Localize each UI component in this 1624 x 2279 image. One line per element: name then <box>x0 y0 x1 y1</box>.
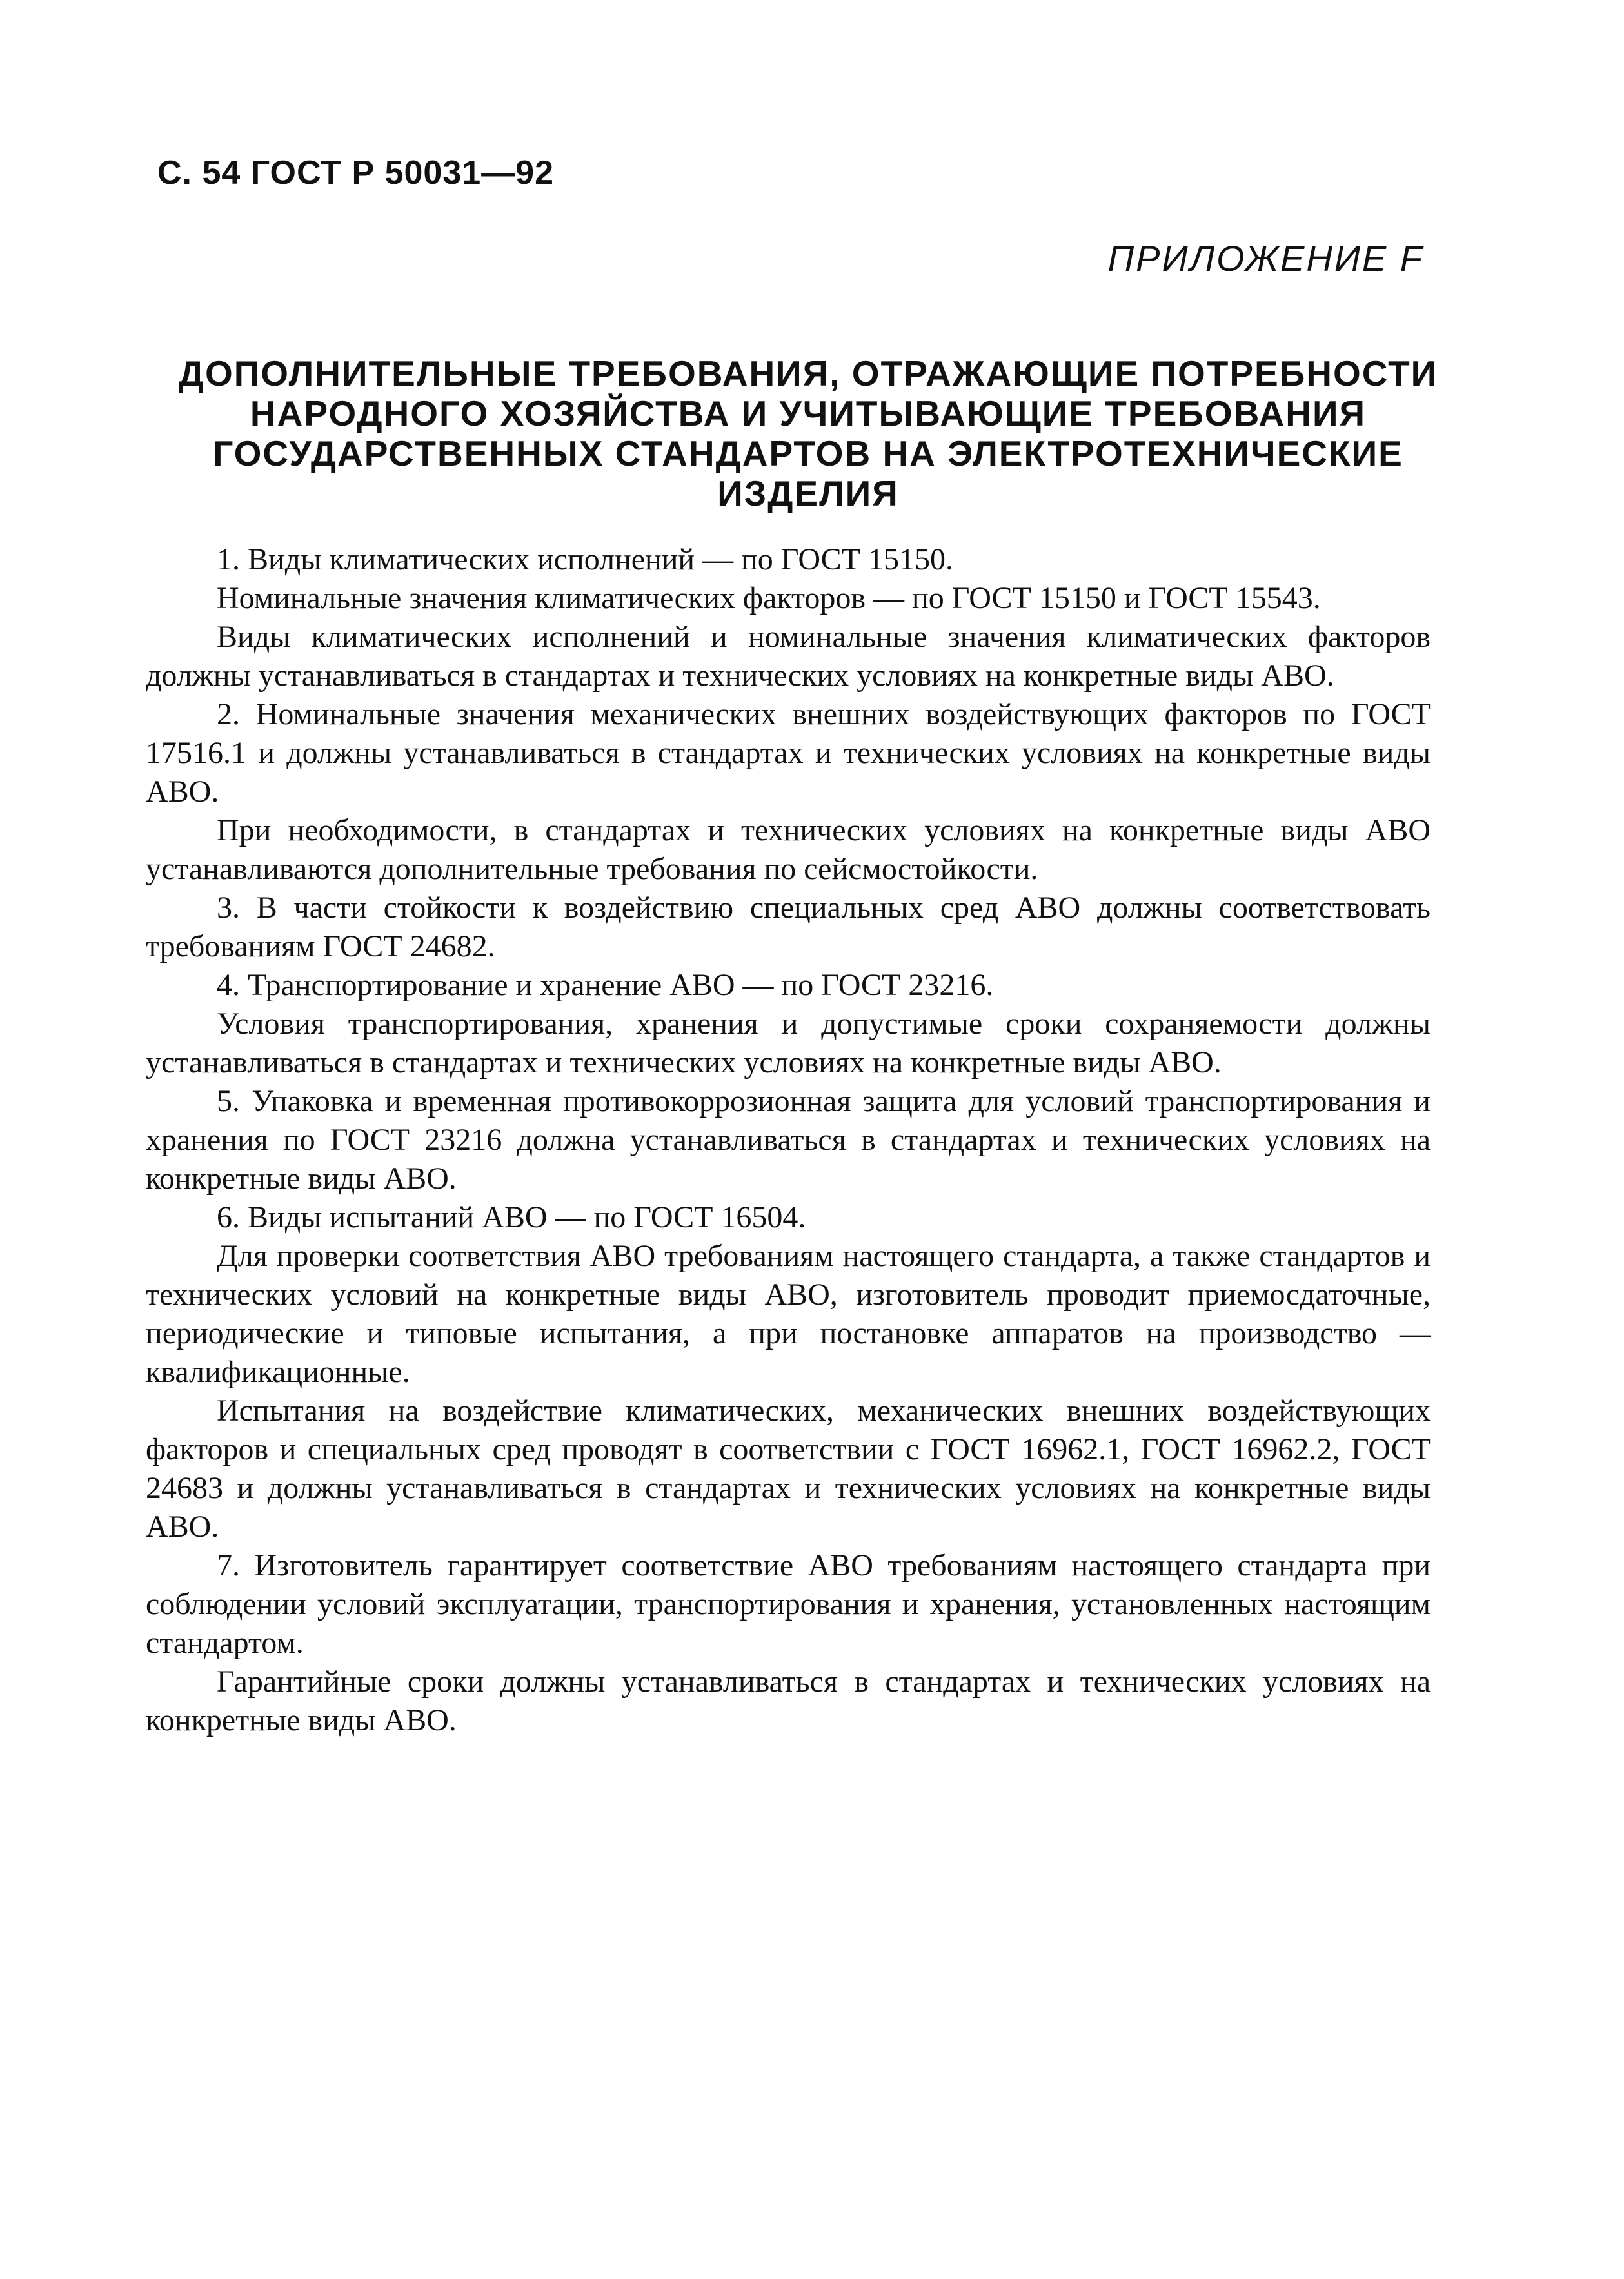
paragraph-2-mechanical-factors: 2. Номинальные значения механических внешних воздействующих факторов по ГОСТ 17516.1 и должны устанавливаться в стандартах и технических условиях на конкретные виды АВО. <box>146 697 1431 809</box>
paragraph-seismic-resistance: При необходимости, в стандартах и технических условиях на конкретные виды АВО устанавливаются дополнительные требования по сейсмостойкости. <box>146 813 1431 886</box>
appendix-label: ПРИЛОЖЕНИЕ F <box>1107 238 1424 279</box>
paragraph-3-special-media: 3. В части стойкости к воздействию специальных сред АВО должны соответствовать требованиям ГОСТ 24682. <box>146 891 1431 963</box>
document-title <box>157 353 1459 513</box>
title-line: ДОПОЛНИТЕЛЬНЫЕ ТРЕБОВАНИЯ, ОТРАЖАЮЩИЕ ПОТРЕБНОСТИ <box>178 353 1438 393</box>
title-line: ИЗДЕЛИЯ <box>717 473 899 513</box>
paragraph-nominal-climatic-factors: Номинальные значения климатических факторов — по ГОСТ 15150 и ГОСТ 15543. <box>217 581 1321 615</box>
paragraph-transport-conditions: Условия транспортирования, хранения и допустимые сроки сохраняемости должны устанавливаться в стандартах и технических условиях на конкретные виды АВО. <box>146 1007 1431 1080</box>
paragraph-environment-tests: Испытания на воздействие климатических, механических внешних воздействующих факторов и специальных сред проводят в соответствии с ГОСТ 16962.1, ГОСТ 16962.2, ГОСТ 24683 и должны устанавливаться в стандартах и технических условиях на конкретные виды АВО. <box>146 1394 1431 1544</box>
title-line: НАРОДНОГО ХОЗЯЙСТВА И УЧИТЫВАЮЩИЕ ТРЕБОВАНИЯ <box>250 393 1367 433</box>
paragraph-warranty-periods: Гарантийные сроки должны устанавливаться в стандартах и технических условиях на конкретные виды АВО. <box>146 1664 1431 1737</box>
title-line: ГОСУДАРСТВЕННЫХ СТАНДАРТОВ НА ЭЛЕКТРОТЕХНИЧЕСКИЕ <box>213 433 1403 473</box>
paragraph-6-test-types: 6. Виды испытаний АВО — по ГОСТ 16504. <box>217 1200 806 1234</box>
page-header: С. 54 ГОСТ Р 50031—92 <box>157 154 555 192</box>
paragraph-climatic-requirements: Виды климатических исполнений и номинальные значения климатических факторов должны устанавливаться в стандартах и технических условиях на конкретные виды АВО. <box>146 620 1431 693</box>
body-text <box>146 540 1431 1740</box>
paragraph-7-manufacturer-guarantee: 7. Изготовитель гарантирует соответствие АВО требованиям настоящего стандарта при соблюдении условий эксплуатации, транспортирования и хранения, установленных настоящим стандартом. <box>146 1548 1431 1660</box>
paragraph-5-packaging: 5. Упаковка и временная противокоррозионная защита для условий транспортирования и хранения по ГОСТ 23216 должна устанавливаться в стандартах и технических условиях на конкретные виды АВО. <box>146 1084 1431 1196</box>
paragraph-conformity-tests: Для проверки соответствия АВО требованиям настоящего стандарта, а также стандартов и технических условий на конкретные виды АВО, изготовитель проводит приемосдаточные, периодические и типовые испытания, а при постановке аппаратов на производство — квалификационные. <box>146 1239 1431 1389</box>
paragraph-4-transport-storage: 4. Транспортирование и хранение АВО — по ГОСТ 23216. <box>217 968 994 1002</box>
paragraph-1-climatic-versions: 1. Виды климатических исполнений — по ГОСТ 15150. <box>217 542 953 577</box>
